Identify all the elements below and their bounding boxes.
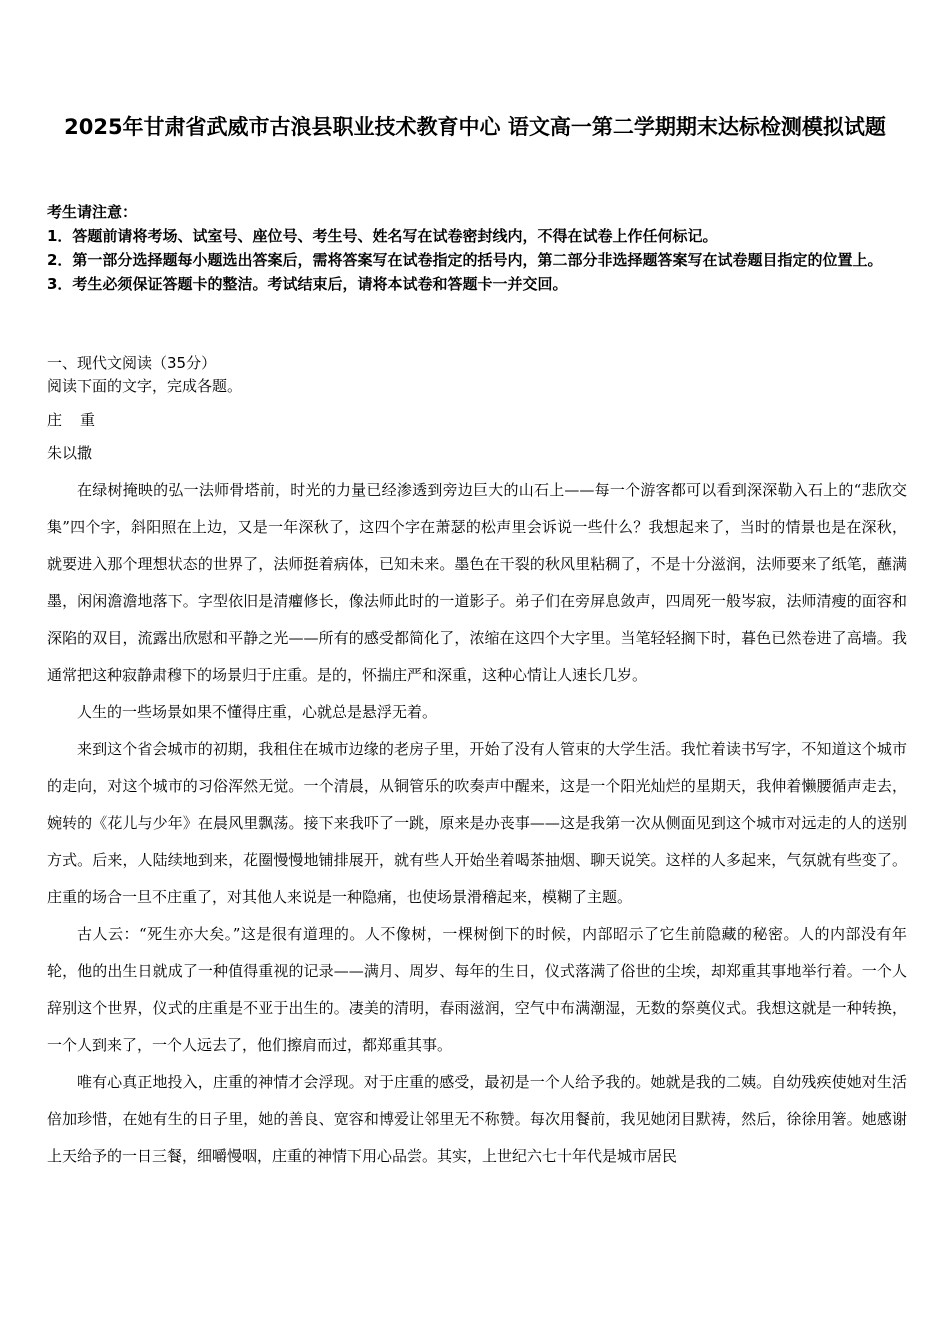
essay-paragraph: 来到这个省会城市的初期，我租住在城市边缘的老房子里，开始了没有人管束的大学生活。我忙着读书写字，不知道这个城市的走向，对这个城市的习俗浑然无觉。一个清晨，从铜管乐的吹奏声中醒来，这是一个阳光灿烂的星期天，我伸着懒腰循声走去，婉转的《花儿与少年》在晨风里飘荡。接下来我吓了一跳，原来是办丧事——这是我第一次从侧面见到这个城市对远走的人的送别方式。后来，人陆续地到来，花圈慢慢地铺排展开，就有些人开始坐着喝茶抽烟、聊天说笑。这样的人多起来，气氛就有些变了。庄重的场合一旦不庄重了，对其他人来说是一种隐痛，也使场景滑稽起来，模糊了主题。 <box>47 740 907 906</box>
essay-title: 庄重 <box>47 411 114 429</box>
essay-paragraph: 古人云：“死生亦大矣。”这是很有道理的。人不像树，一棵树倒下的时候，内部昭示了它生前隐藏的秘密。人的内部没有年轮，他的出生日就成了一种值得重视的记录——满月、周岁、每年的生日，仪式落满了俗世的尘埃，却郑重其事地举行着。一个人辞别这个世界，仪式的庄重是不亚于出生的。凄美的清明，春雨滋润，空气中布满潮湿，无数的祭奠仪式。我想这就是一种转换，一个人到来了，一个人远去了，他们擦肩而过，都郑重其事。 <box>47 925 907 1054</box>
reading-instruction: 阅读下面的文字，完成各题。 <box>47 377 243 395</box>
essay-paragraph: 人生的一些场景如果不懂得庄重，心就总是悬浮无着。 <box>77 703 438 721</box>
notice-item: 2．第一部分选择题每小题选出答案后，需将答案写在试卷指定的括号内，第二部分非选择题答案写在试卷题目指定的位置上。 <box>47 251 883 269</box>
candidate-notice <box>47 200 907 296</box>
essay-body <box>47 472 907 1175</box>
essay-paragraph: 唯有心真正地投入，庄重的神情才会浮现。对于庄重的感受，最初是一个人给予我的。她就是我的二姨。自幼残疾使她对生活倍加珍惜，在她有生的日子里，她的善良、宽容和博爱让邻里无不称赞。每次用餐前，我见她闭目默祷，然后，徐徐用箸。她感谢上天给予的一日三餐，细嚼慢咽，庄重的神情下用心品尝。其实，上世纪六七十年代是城市居民 <box>47 1073 907 1165</box>
section-heading: 一、现代文阅读（35分） <box>47 354 217 372</box>
notice-heading: 考生请注意： <box>47 203 138 221</box>
notice-item: 3．考生必须保证答题卡的整洁。考试结束后，请将本试卷和答题卡一并交回。 <box>47 275 568 293</box>
essay-author: 朱以撒 <box>47 444 93 462</box>
essay-paragraph: 在绿树掩映的弘一法师骨塔前，时光的力量已经渗透到旁边巨大的山石上——每一个游客都可以看到深深勒入石上的“悲欣交集”四个字，斜阳照在上边，又是一年深秋了，这四个字在萧瑟的松声里会诉说一些什么？我想起来了，当时的情景也是在深秋，就要进入那个理想状态的世界了，法师挺着病体，已知未来。墨色在干裂的秋风里粘稠了，不是十分滋润，法师要来了纸笔，蘸满墨，闲闲澹澹地落下。字型依旧是清癯修长，像法师此时的一道影子。弟子们在旁屏息敛声，四周死一般岑寂，法师清瘦的面容和深陷的双目，流露出欣慰和平静之光——所有的感受都简化了，浓缩在这四个大字里。当笔轻轻搁下时，暮色已然卷进了高墙。我通常把这种寂静肃穆下的场景归于庄重。是的，怀揣庄严和深重，这种心情让人速长几岁。 <box>47 481 907 684</box>
document-title: 2025年甘肃省武威市古浪县职业技术教育中心 语文高一第二学期期末达标检测模拟试题 <box>64 115 886 139</box>
notice-item: 1．答题前请将考场、试室号、座位号、考生号、姓名写在试卷密封线内，不得在试卷上作任何标记。 <box>47 227 718 245</box>
